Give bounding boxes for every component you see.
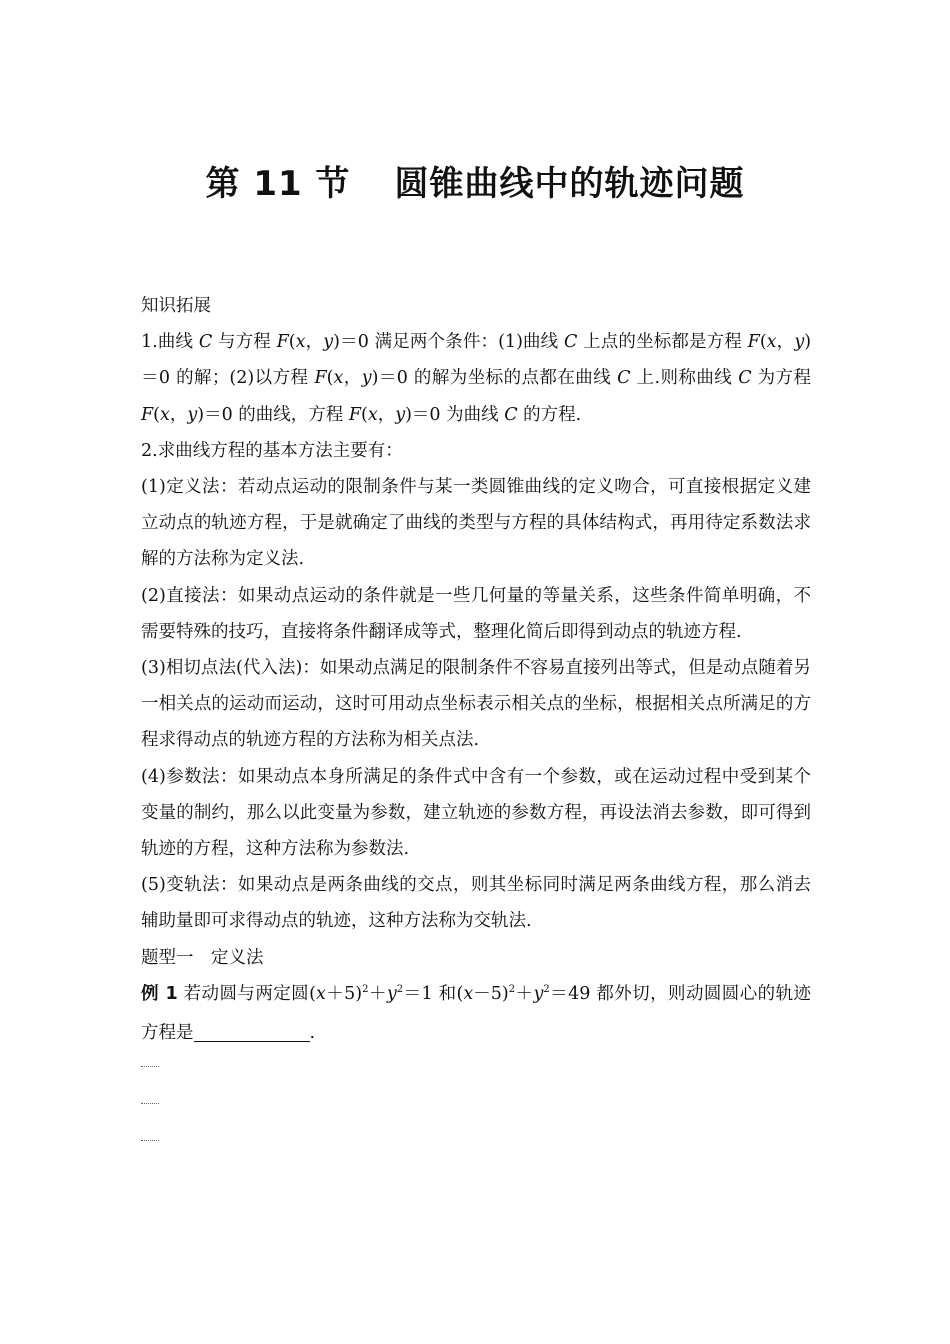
page-title: [0, 156, 950, 205]
title-topic: 圆锥曲线中的轨迹问题: [394, 164, 745, 204]
knowledge-heading: 知识拓展: [141, 296, 211, 316]
answer-blank: [194, 1021, 310, 1042]
example-label: 例 1: [141, 983, 178, 1004]
paragraph-intersection-method: (5)变轨法：如果动点是两条曲线的交点，则其坐标同时满足两条曲线方程，那么消去辅助量即可求得动点的轨迹，这种方法称为交轨法.: [141, 875, 811, 932]
example-1: 例 1 若动圆与两定圆$(x+5)^2+y^2=1$ 和$(x-5)^2+y^2=49$ 都外切，则动圆圆心的轨迹方程是 .: [141, 983, 812, 1044]
paragraph-definition-method: (1)定义法：若动点运动的限制条件与某一类圆锥曲线的定义吻合，可直接根据定义建立动点的轨迹方程，于是就确定了曲线的类型与方程的具体结构式，再用待定系数法求解的方法称为定义法.: [141, 477, 811, 570]
paragraph-related-point-method: (3)相切点法(代入法)：如果动点满足的限制条件不容易直接列出等式，但是动点随着另一相关点的运动而运动，这时可用动点坐标表示相关点的坐标，根据相关点所满足的方程求得动点的轨迹方程的方法称为相关点法.: [141, 658, 811, 751]
dotted-line: [141, 1102, 159, 1104]
dotted-line: [141, 1065, 159, 1067]
paragraph-direct-method: (2)直接法：如果动点运动的条件就是一些几何量的等量关系，这些条件简单明确，不需要特殊的技巧，直接将条件翻译成等式，整理化简后即得到动点的轨迹方程.: [141, 585, 811, 642]
main-content: [141, 288, 811, 1176]
type-heading: 题型一 定义法: [141, 947, 264, 968]
paragraph-curve-definition: 1.曲线 C 与方程 F(x，y)＝0 满足两个条件：(1)曲线 C 上点的坐标都是方程 F(x，y)＝0 的解；(2)以方程 F(x，y)＝0 的解为坐标的点都在曲线 C 上.则称曲线 C 为方程 F(x，y)＝0 的曲线，方程 F(x，y)＝0 为曲线 C 的方程.: [141, 332, 812, 425]
answer-space: [141, 1065, 811, 1141]
paragraph-methods-intro: 2.求曲线方程的基本方法主要有：: [141, 440, 403, 461]
title-section-number: 第 11 节: [205, 164, 351, 204]
dotted-line: [141, 1139, 159, 1141]
paragraph-parameter-method: (4)参数法：如果动点本身所满足的条件式中含有一个参数，或在运动过程中受到某个变量的制约，那么以此变量为参数，建立轨迹的参数方程，再设法消去参数，即可得到轨迹的方程，这种方法称为参数法.: [141, 766, 811, 860]
